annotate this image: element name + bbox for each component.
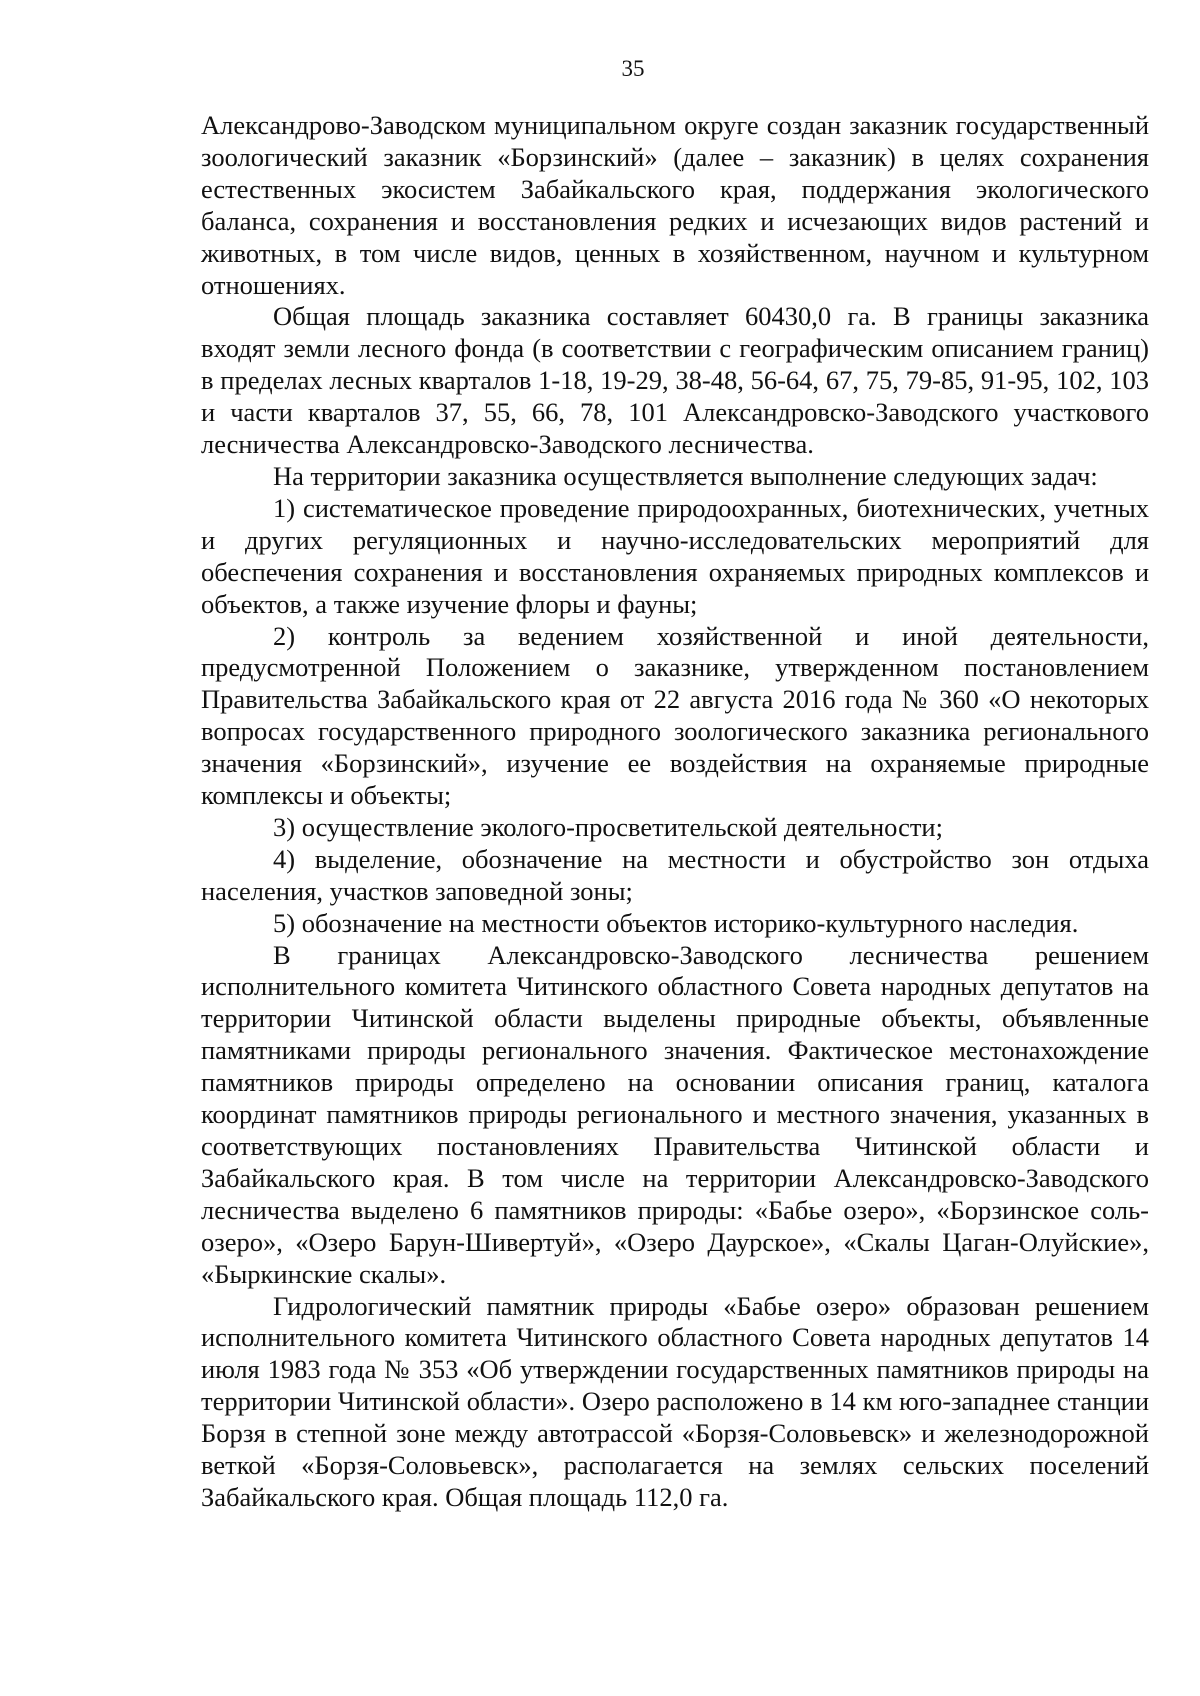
list-item-task-2: 2) контроль за ведением хозяйственной и иной деятельности, предусмотренной Положением о заказнике, утвержденном постановлением Правительства Забайкальского края от 22 августа 2016 года № 360 «О некоторых вопросах государственного природного зоологического заказника регионального значения «Борзинский», изучение ее воздействия на охраняемые природные комплексы и объекты; [201, 620, 1149, 811]
page-number: 35 [621, 56, 645, 81]
paragraph-area: Общая площадь заказника составляет 60430,0 га. В границы заказника входят земли лесного фонда (в соответствии с географическим описанием границ) в пределах лесных кварталов 1-18, 19-29, 38-48, 56-64, 67, 75, 79-85, 91-95, 102, 103 и части кварталов 37, 55, 66, 78, 101 Александровско-Заводского участкового лесничества Александровско-Заводского лесничества. [201, 301, 1149, 460]
paragraph-babye-ozero: Гидрологический памятник природы «Бабье озеро» образован решением исполнительного комитета Читинского областного Совета народных депутатов 14 июля 1983 года № 353 «Об утверждении государственных памятников природы на территории Читинской области». Озеро расположено в 14 км юго-западнее станции Борзя в степной зоне между автотрассой «Борзя-Соловьевск» и железнодорожной веткой «Борзя-Соловьевск», располагается на землях сельских поселений Забайкальского края. Общая площадь 112,0 га. [201, 1290, 1149, 1512]
paragraph-tasks-heading: На территории заказника осуществляется выполнение следующих задач: [273, 460, 1098, 491]
document-body [201, 110, 1149, 1514]
list-item-task-1: 1) систематическое проведение природоохранных, биотехнических, учетных и других регуляционных и научно-исследовательских мероприятий для обеспечения сохранения и восстановления охраняемых природных комплексов и объектов, а также изучение флоры и фауны; [201, 492, 1149, 619]
list-item-task-3: 3) осуществление эколого-просветительской деятельности; [273, 811, 943, 842]
list-item-task-5: 5) обозначение на местности объектов историко-культурного наследия. [273, 907, 1079, 938]
paragraph-intro: Александрово-Заводском муниципальном округе создан заказник государственный зоологический заказник «Борзинский» (далее – заказник) в целях сохранения естественных экосистем Забайкальского края, поддержания экологического баланса, сохранения и восстановления редких и исчезающих видов растений и животных, в том числе видов, ценных в хозяйственном, научном и культурном отношениях. [201, 110, 1149, 300]
paragraph-monuments: В границах Александровско-Заводского лесничества решением исполнительного комитета Читинского областного Совета народных депутатов на территории Читинской области выделены природные объекты, объявленные памятниками природы регионального значения. Фактическое местонахождение памятников природы определено на основании описания границ, каталога координат памятников природы регионального и местного значения, указанных в соответствующих постановлениях Правительства Читинской области и Забайкальского края. В том числе на территории Александровско-Заводского лесничества выделено 6 памятников природы: «Бабье озеро», «Борзинское соль-озеро», «Озеро Барун-Шивертуй», «Озеро Даурское», «Скалы Цаган-Олуйские», «Быркинские скалы». [201, 939, 1149, 1289]
list-item-task-4: 4) выделение, обозначение на местности и обустройство зон отдыха населения, участков заповедной зоны; [201, 843, 1149, 906]
